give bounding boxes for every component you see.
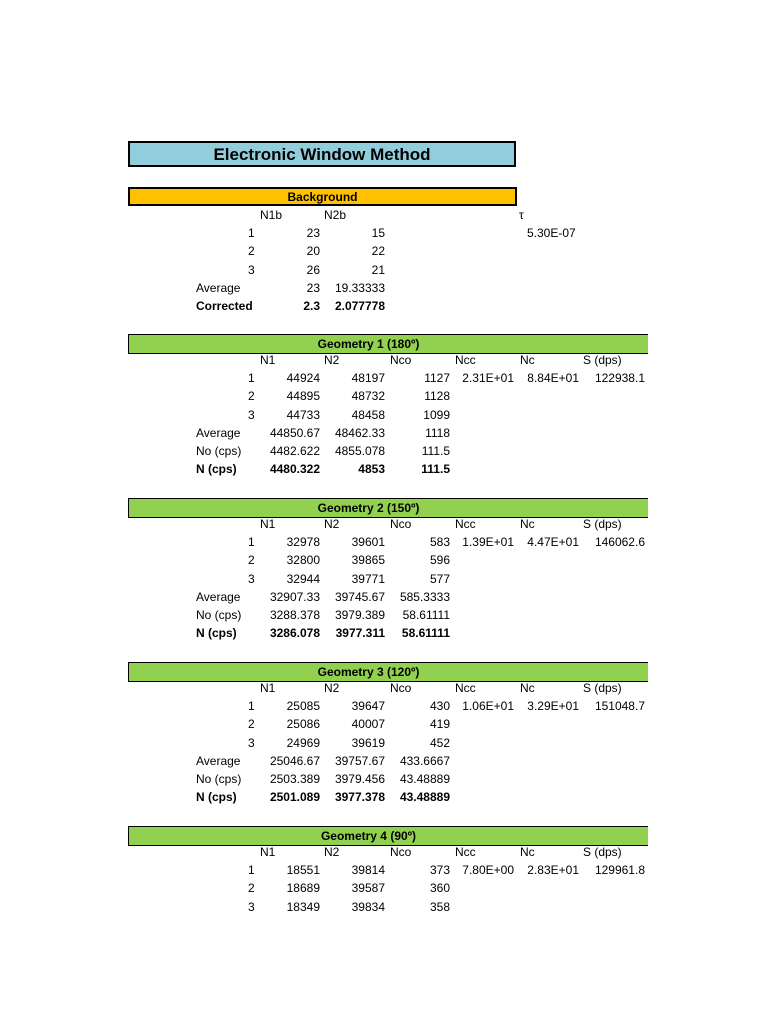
col-header-ncc: Ncc [455,517,476,531]
cell-nco: 58.61111 [401,626,450,640]
row-label: 1 [248,371,255,385]
bg-row-label: 1 [248,226,255,240]
cell-nco: 360 [429,881,450,895]
bg-cell-n2b: 15 [371,226,385,240]
cell-nc: 8.84E+01 [527,371,579,385]
col-header-n1b: N1b [260,208,283,222]
cell-n1: 25086 [286,717,320,731]
col-header-s: S (dps) [583,845,622,859]
tau-value: 5.30E-07 [527,226,576,240]
cell-n1: 2501.089 [269,790,320,804]
cell-n1: 4480.322 [269,462,320,476]
cell-nco: 58.61111 [402,608,450,622]
col-header-ncc: Ncc [455,353,476,367]
cell-n2: 48458 [351,408,385,422]
cell-s-dps: 151048.7 [594,699,645,713]
row-label: 1 [248,535,255,549]
cell-n2: 39834 [351,900,385,914]
cell-s-dps: 129961.8 [594,863,645,877]
cell-n1: 24969 [286,736,320,750]
cell-n1: 25046.67 [269,754,320,768]
geometry-header: Geometry 2 (150º) [128,498,648,518]
row-label: N (cps) [196,626,237,640]
row-label: 2 [248,553,255,567]
col-header-nc: Nc [520,681,535,695]
cell-n1: 2503.389 [269,772,320,786]
bg-cell-n1b: 20 [306,244,320,258]
cell-n1: 18349 [286,900,320,914]
cell-nco: 111.5 [421,444,450,458]
row-label: Average [196,426,241,440]
cell-n2: 4855.078 [334,444,385,458]
cell-n2: 39601 [351,535,385,549]
cell-n1: 44850.67 [269,426,320,440]
cell-n2: 39757.67 [334,754,385,768]
cell-nco: 419 [429,717,450,731]
row-label: No (cps) [196,608,242,622]
col-header-n1: N1 [260,517,276,531]
col-header-nco: Nco [390,681,412,695]
col-header-nco: Nco [390,845,412,859]
bg-cell-n2b: 19.33333 [334,281,385,295]
cell-n1: 32978 [286,535,320,549]
bg-row-label: 3 [248,263,255,277]
col-header-tau: τ [519,208,524,222]
cell-n2: 39619 [351,736,385,750]
cell-n1: 4482.622 [269,444,320,458]
geometry-header: Geometry 1 (180º) [128,334,648,354]
bg-cell-n2b: 2.077778 [334,299,385,313]
cell-nco: 452 [429,736,450,750]
bg-row-label: 2 [248,244,255,258]
cell-s-dps: 146062.6 [594,535,645,549]
cell-n2: 39771 [351,572,385,586]
cell-n2: 3979.389 [334,608,385,622]
cell-n1: 3286.078 [269,626,320,640]
row-label: 2 [248,881,255,895]
cell-n1: 44733 [286,408,320,422]
row-label: 1 [248,863,255,877]
cell-n2: 48732 [351,389,385,403]
row-label: N (cps) [196,462,237,476]
cell-ncc: 1.06E+01 [462,699,514,713]
cell-nco: 433.6667 [399,754,450,768]
row-label: No (cps) [196,772,242,786]
row-label: 3 [248,736,255,750]
col-header-n2b: N2b [324,208,347,222]
background-header: Background [128,187,517,206]
cell-nco: 430 [429,699,450,713]
cell-n1: 44895 [286,389,320,403]
cell-n1: 25085 [286,699,320,713]
cell-n2: 3977.311 [335,626,385,640]
cell-nco: 358 [429,900,450,914]
col-header-n1: N1 [260,681,276,695]
row-label: No (cps) [196,444,242,458]
bg-cell-n2b: 22 [371,244,385,258]
row-label: 2 [248,389,255,403]
col-header-nc: Nc [520,845,535,859]
cell-n1: 32800 [286,553,320,567]
cell-nco: 1128 [424,389,450,403]
col-header-n1: N1 [260,845,276,859]
col-header-ncc: Ncc [455,845,476,859]
col-header-s: S (dps) [583,681,622,695]
page-title: Electronic Window Method [128,141,516,167]
bg-row-label: Corrected [196,299,253,313]
cell-nc: 4.47E+01 [527,535,579,549]
row-label: N (cps) [196,790,237,804]
bg-row-label: Average [196,281,241,295]
row-label: 3 [248,408,255,422]
row-label: 3 [248,572,255,586]
cell-nco: 1118 [425,426,450,440]
cell-nco: 1099 [423,408,450,422]
col-header-n1: N1 [260,353,276,367]
cell-n2: 3979.456 [334,772,385,786]
cell-n1: 32907.33 [269,590,320,604]
col-header-n2: N2 [324,845,340,859]
cell-n2: 39814 [351,863,385,877]
cell-n1: 32944 [286,572,320,586]
cell-nco: 43.48889 [399,790,450,804]
cell-nco: 1127 [424,371,450,385]
col-header-ncc: Ncc [455,681,476,695]
cell-nc: 2.83E+01 [527,863,579,877]
cell-nco: 585.3333 [399,590,450,604]
cell-nco: 373 [429,863,450,877]
cell-n1: 44924 [286,371,320,385]
cell-n1: 18551 [286,863,320,877]
cell-n1: 3288.378 [269,608,320,622]
cell-n2: 40007 [351,717,385,731]
col-header-n2: N2 [324,517,340,531]
col-header-nco: Nco [390,517,412,531]
cell-nco: 583 [429,535,450,549]
bg-cell-n1b: 26 [306,263,320,277]
col-header-n2: N2 [324,681,340,695]
cell-nco: 43.48889 [399,772,450,786]
cell-ncc: 7.80E+00 [462,863,514,877]
cell-n1: 18689 [286,881,320,895]
cell-n2: 39745.67 [334,590,385,604]
row-label: Average [196,754,241,768]
cell-n2: 39587 [351,881,385,895]
cell-n2: 3977.378 [334,790,385,804]
cell-n2: 48197 [351,371,385,385]
geometry-header: Geometry 4 (90º) [128,826,648,846]
cell-nco: 577 [429,572,450,586]
cell-nco: 596 [429,553,450,567]
cell-n2: 4853 [358,462,385,476]
cell-ncc: 2.31E+01 [462,371,514,385]
col-header-s: S (dps) [583,353,622,367]
col-header-nc: Nc [520,353,535,367]
cell-n2: 39647 [351,699,385,713]
row-label: 3 [248,900,255,914]
geometry-header: Geometry 3 (120º) [128,662,648,682]
cell-n2: 48462.33 [334,426,385,440]
bg-cell-n1b: 2.3 [303,299,320,313]
row-label: 1 [248,699,255,713]
bg-cell-n1b: 23 [306,281,320,295]
bg-cell-n1b: 23 [306,226,320,240]
cell-s-dps: 122938.1 [594,371,645,385]
col-header-s: S (dps) [583,517,622,531]
cell-ncc: 1.39E+01 [462,535,514,549]
cell-nco: 111.5 [421,462,450,476]
row-label: Average [196,590,241,604]
col-header-nco: Nco [390,353,412,367]
col-header-nc: Nc [520,517,535,531]
cell-n2: 39865 [351,553,385,567]
cell-nc: 3.29E+01 [527,699,579,713]
bg-cell-n2b: 21 [371,263,385,277]
col-header-n2: N2 [324,353,340,367]
row-label: 2 [248,717,255,731]
